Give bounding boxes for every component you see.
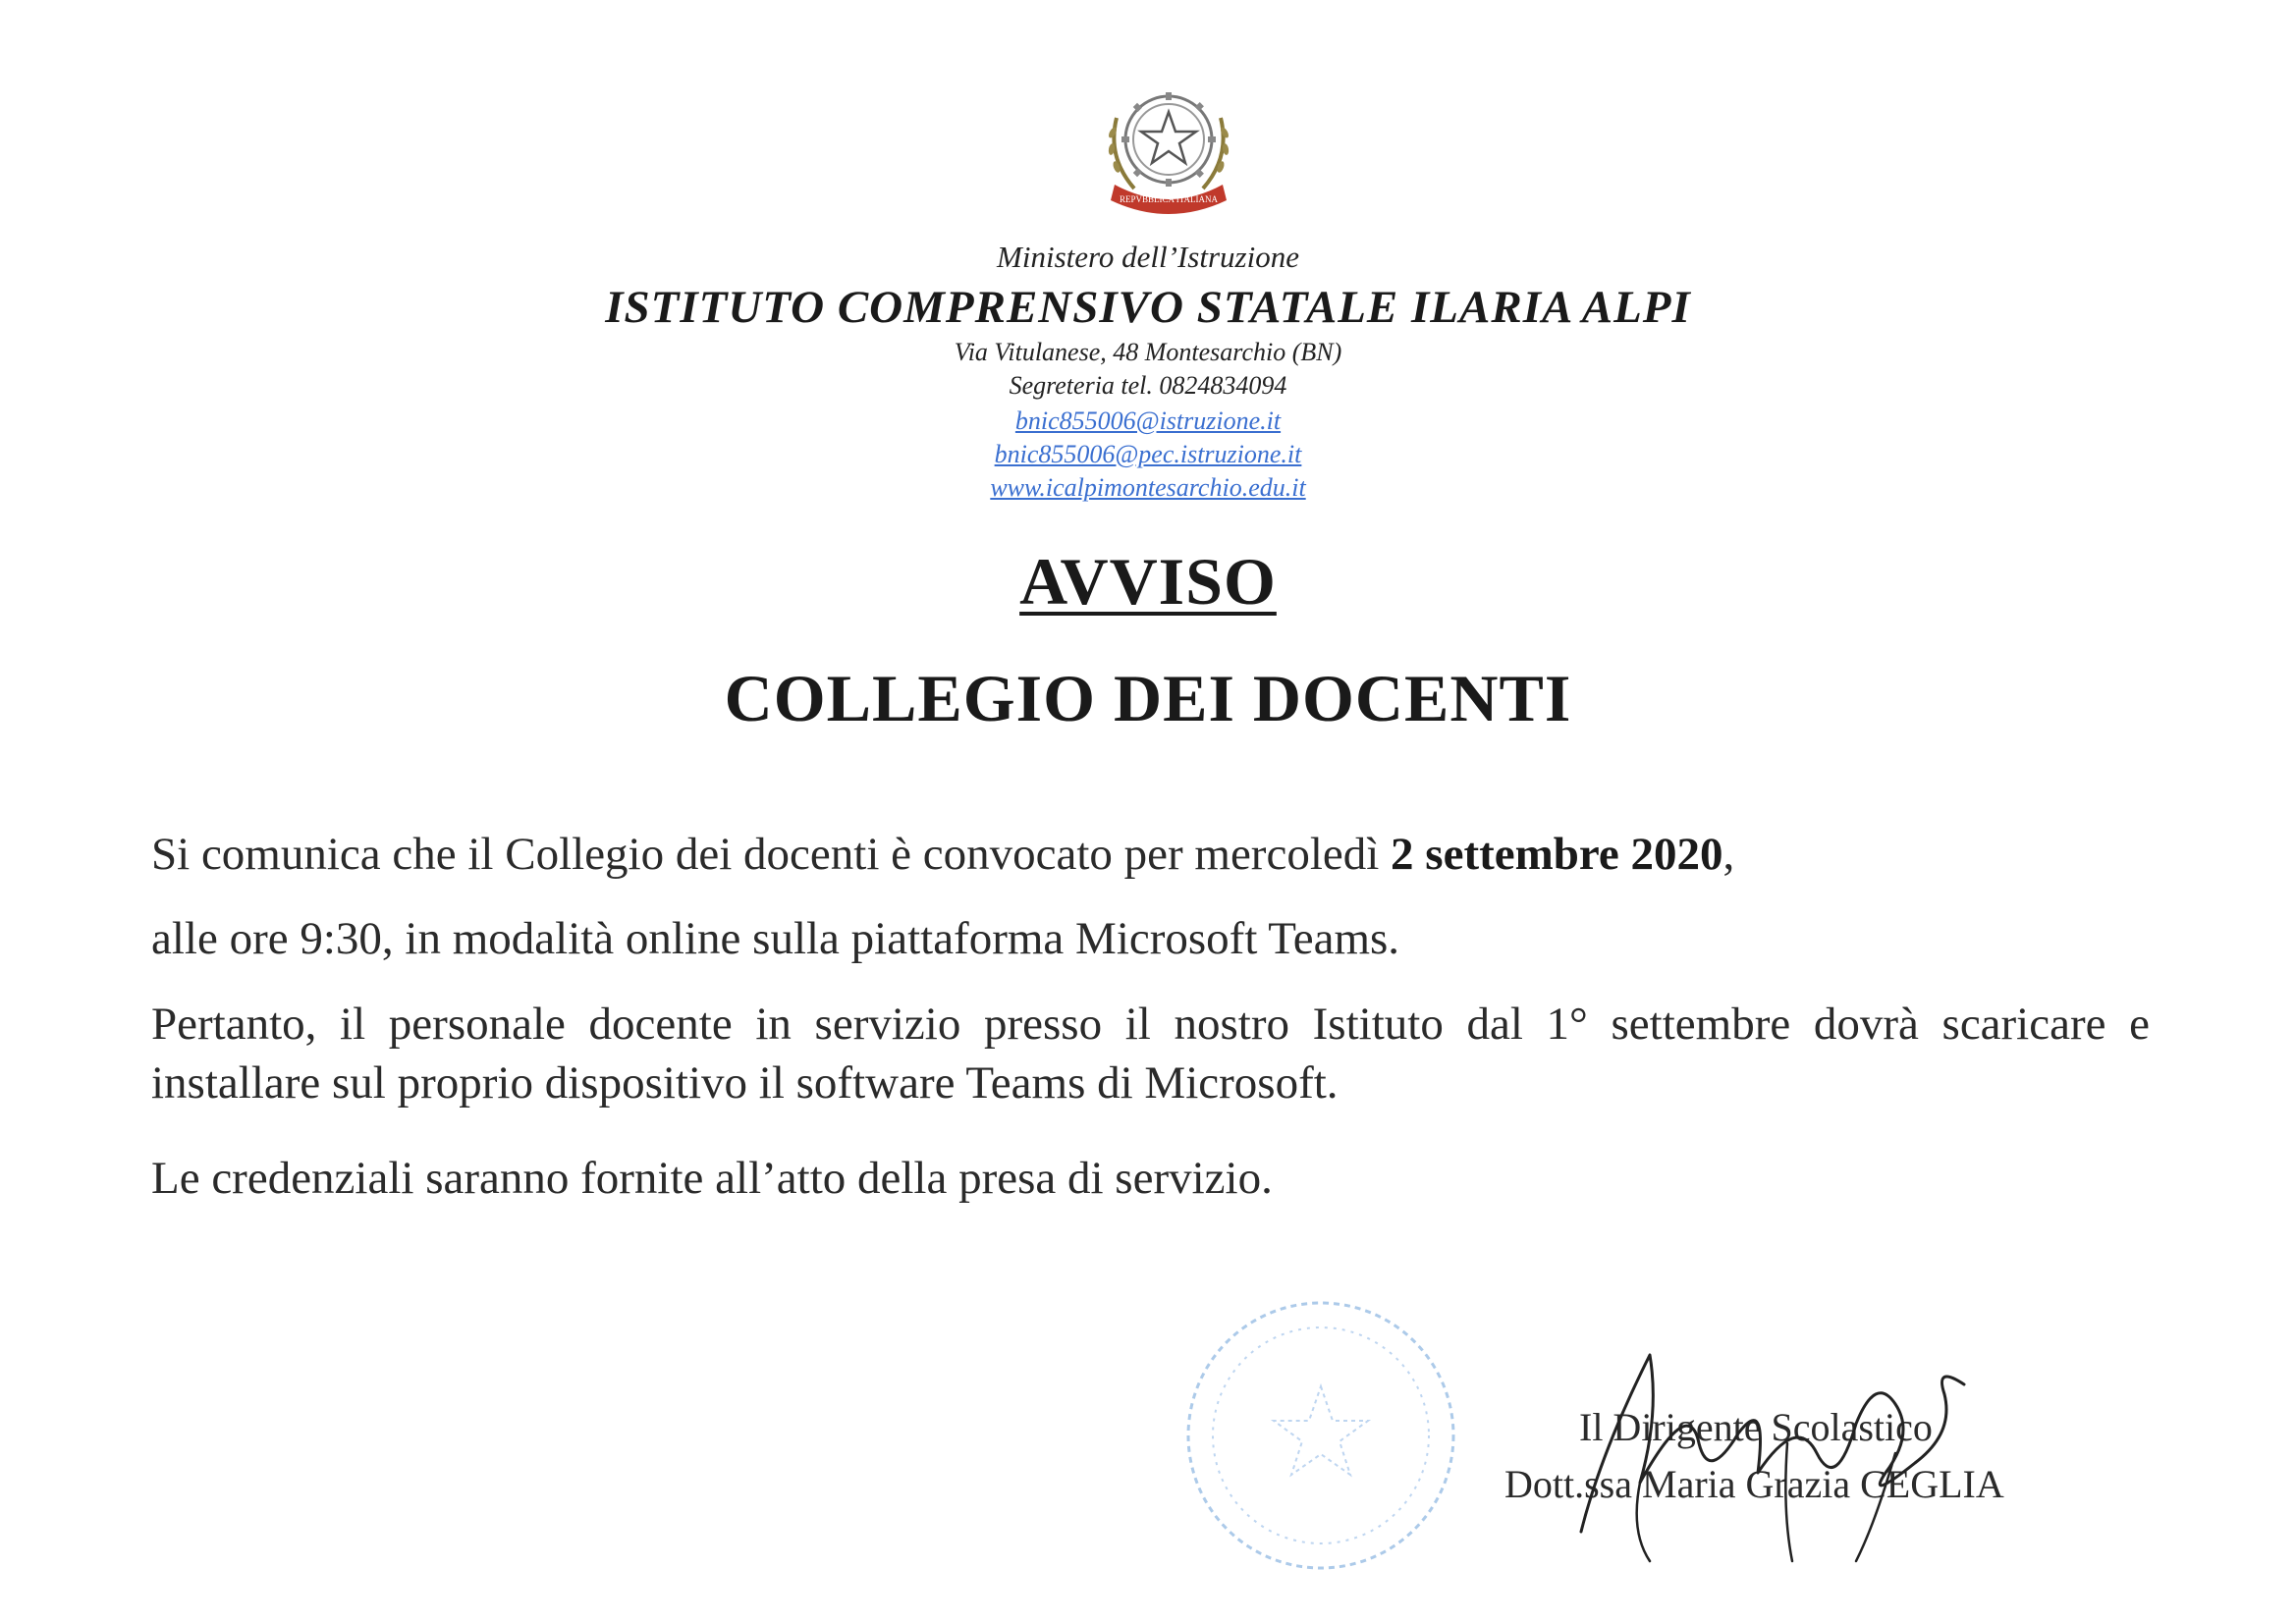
handwritten-signature-icon bbox=[1542, 1335, 1994, 1571]
pec-link[interactable]: bnic855006@pec.istruzione.it bbox=[994, 440, 1302, 468]
paragraph-instructions: Pertanto, il personale docente in servizio presso il nostro Istituto dal 1° settembre dovrà scaricare e installare sul proprio dispositivo il software Teams di Microsoft. bbox=[151, 999, 2150, 1109]
paragraph-convocation-text: Si comunica che il Collegio dei docenti è convocato per mercoledì bbox=[151, 829, 1392, 880]
paragraph-convocation-line2: alle ore 9:30, in modalità online sulla piattaforma Microsoft Teams. bbox=[151, 913, 1400, 964]
emblem-ribbon-text: REPVBBLICA ITALIANA bbox=[1119, 194, 1219, 204]
website-link[interactable]: www.icalpimontesarchio.edu.it bbox=[990, 473, 1306, 502]
signatory-title: Il Dirigente Scolastico bbox=[1579, 1405, 1933, 1449]
repubblica-italiana-emblem-icon bbox=[1095, 79, 1242, 216]
email-link[interactable]: bnic855006@istruzione.it bbox=[1014, 406, 1282, 435]
school-name: ISTITUTO COMPRENSIVO STATALE ILARIA ALPI bbox=[605, 282, 1691, 333]
school-address: Via Vitulanese, 48 Montesarchio (BN) bbox=[954, 338, 1342, 366]
paragraph-convocation bbox=[151, 825, 2150, 884]
notice-subtitle: COLLEGIO DEI DOCENTI bbox=[724, 661, 1572, 735]
paragraph-credentials: Le credenziali saranno fornite all’atto della presa di servizio. bbox=[151, 1153, 1273, 1204]
school-stamp-icon bbox=[1174, 1288, 1468, 1583]
signatory-name: Dott.ssa Maria Grazia CEGLIA bbox=[1504, 1462, 2004, 1506]
ministry-name: Ministero dell’Istruzione bbox=[997, 240, 1299, 274]
meeting-date: 2 settembre 2020 bbox=[1391, 829, 1723, 880]
notice-title: AVVISO bbox=[1019, 544, 1277, 619]
school-phone: Segreteria tel. 0824834094 bbox=[1009, 371, 1287, 400]
paragraph-convocation-comma: , bbox=[1722, 829, 1735, 880]
